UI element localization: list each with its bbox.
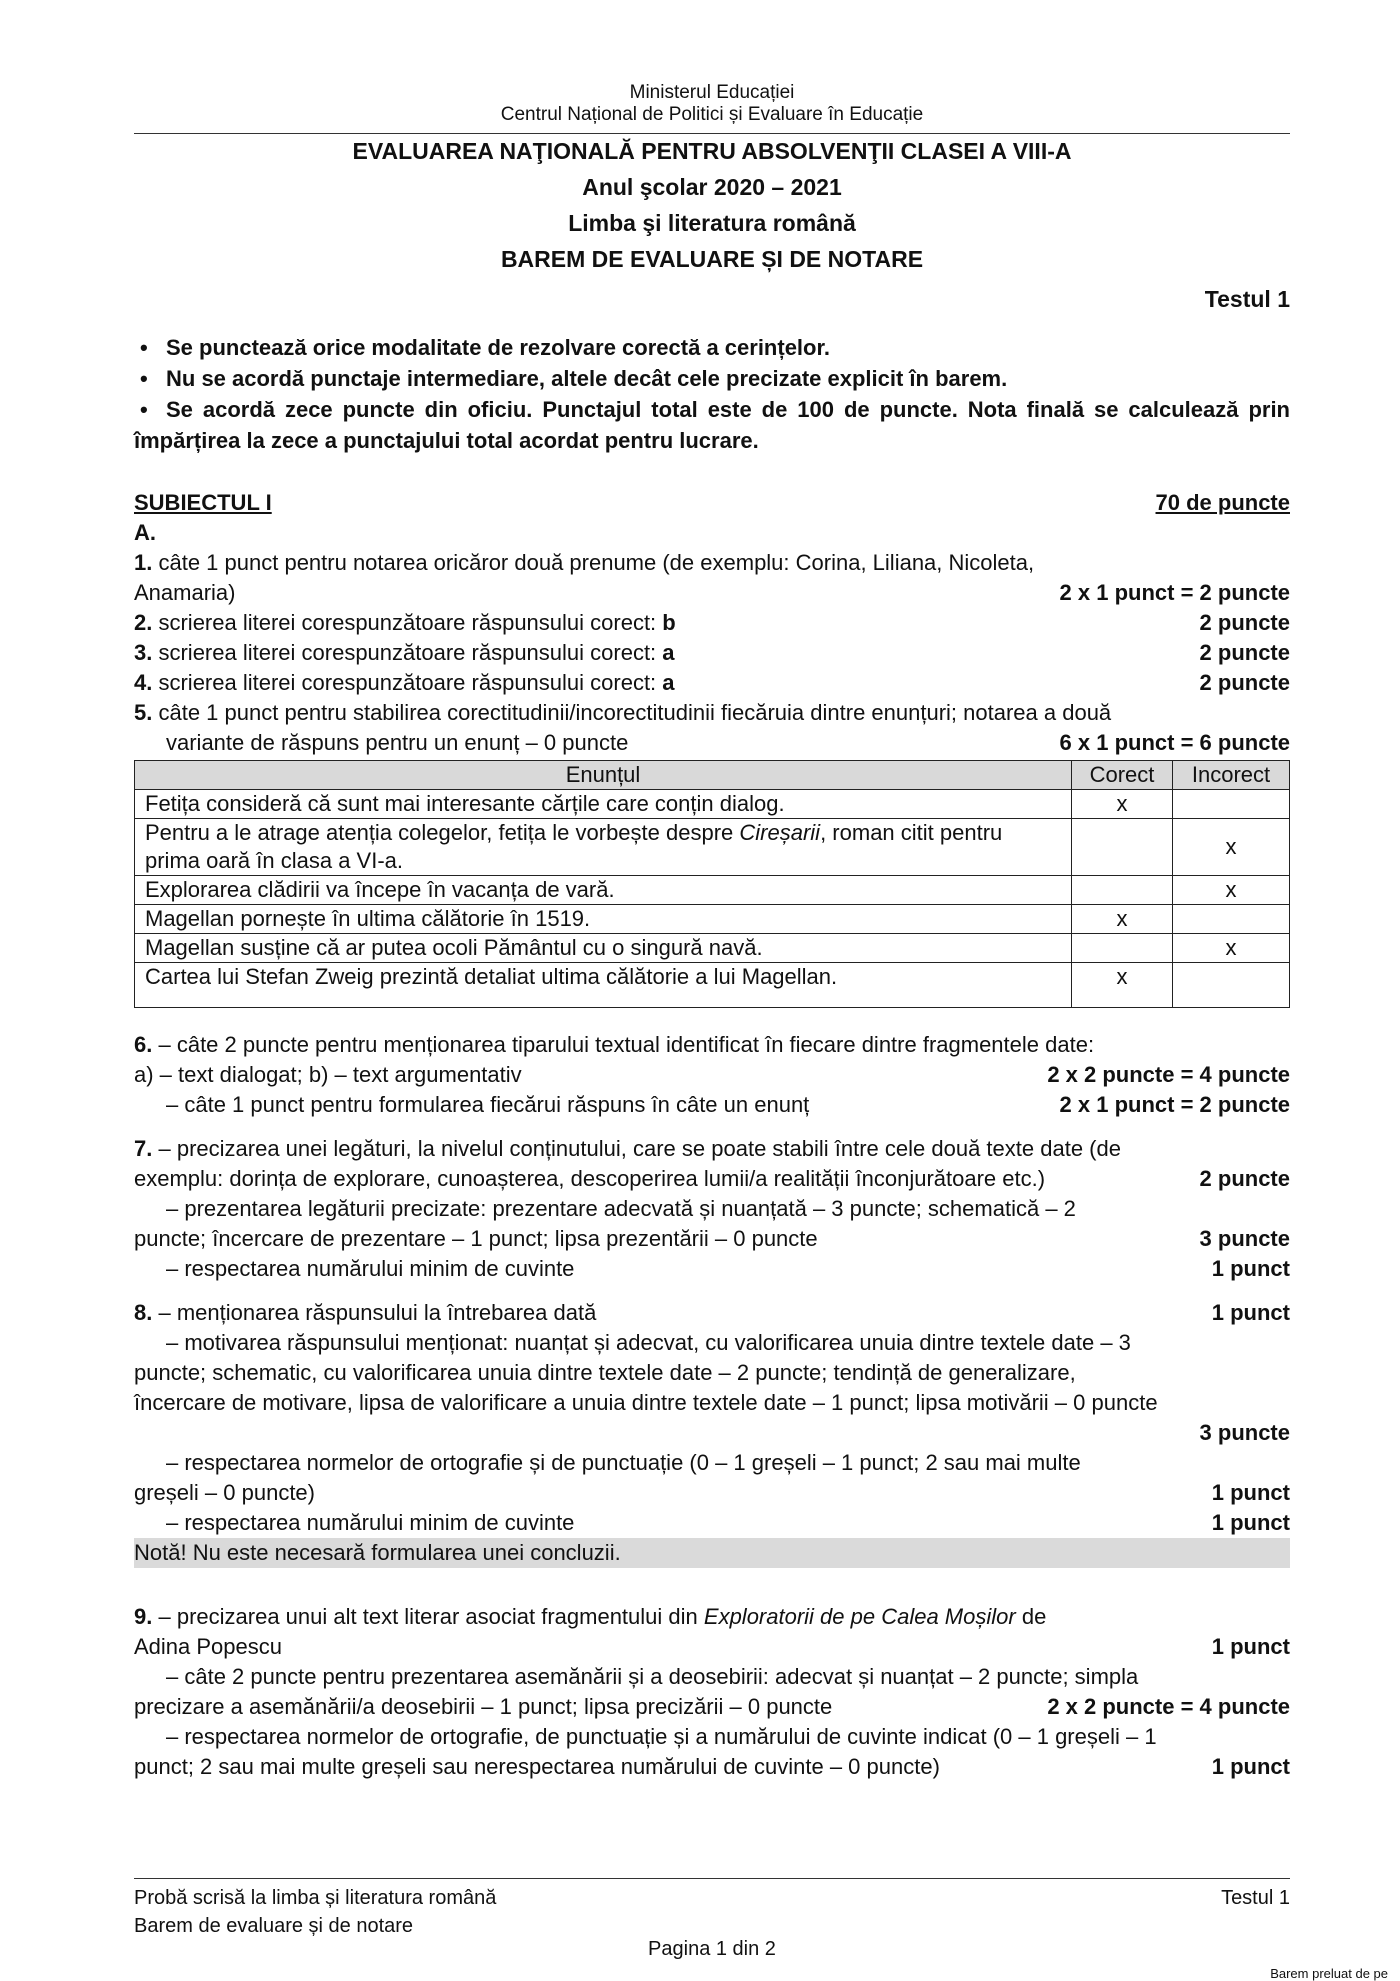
item-6: 6. – câte 2 puncte pentru menționarea tiparului textual identificat în fiecare dintre fragmentele date: xyxy=(134,1032,1095,1057)
subject-title: Limba şi literatura română xyxy=(568,210,856,236)
ministry-name: Ministerul Educației xyxy=(629,82,795,103)
bullet-icon: • xyxy=(140,366,148,391)
answer-table xyxy=(134,760,1290,1008)
item-1-score: 2 x 1 punct = 2 puncte xyxy=(1059,580,1290,605)
bullet-icon: • xyxy=(140,335,148,360)
item-4: 4. scrierea literei corespunzătoare răspunsului corect: a 2 puncte xyxy=(134,670,1290,695)
section-part: A. xyxy=(134,520,156,545)
section-points: 70 de puncte xyxy=(1155,490,1290,515)
table-row: Fetița consideră că sunt mai interesante cărțile care conțin dialog. x xyxy=(135,790,1290,819)
note-box: Notă! Nu este necesară formularea unei concluzii. xyxy=(134,1538,1290,1568)
item-8: 8. – menționarea răspunsului la întrebarea dată 1 punct xyxy=(134,1300,1290,1325)
rule-item: • Nu se acordă punctaje intermediare, altele decât cele precizate explicit în barem. xyxy=(134,363,1290,394)
header-divider xyxy=(134,133,1290,134)
header-institution xyxy=(134,82,1290,126)
page-footer xyxy=(134,1884,1290,1940)
item-1: 1. câte 1 punct pentru notarea oricăror două prenume (de exemplu: Corina, Liliana, Nicoleta, xyxy=(134,550,1035,575)
general-rules xyxy=(134,332,1290,456)
footer-test: Testul 1 xyxy=(1221,1887,1290,1909)
rule-item: • Se acordă zece puncte din oficiu. Punctajul total este de 100 de puncte. Nota finală se calculează prin împărțirea la zece a punctajului total acordat pentru lucrare. xyxy=(134,394,1290,456)
table-row: Explorarea clădirii va începe în vacanța de vară. x xyxy=(135,876,1290,905)
bullet-icon: • xyxy=(140,397,148,422)
item-5: 5. câte 1 punct pentru stabilirea corectitudinii/incorectitudinii fiecăruia dintre enunțuri; notarea a două xyxy=(134,700,1112,725)
item-2: 2. scrierea literei corespunzătoare răspunsului corect: b 2 puncte xyxy=(134,610,1290,635)
center-name: Centrul Național de Politici și Evaluare în Educație xyxy=(500,104,924,125)
rule-item: • Se punctează orice modalitate de rezolvare corectă a cerințelor. xyxy=(134,332,1290,363)
grading-content: SUBIECTUL I 70 de puncte A. 1. câte 1 punct pentru notarea oricăror două prenume (de exemplu: Corina, Liliana, Nicoleta, Anamaria) 2 x 1 punct = 2 puncte 2. scrierea literei corespunzătoare răspunsului corect: b 2 puncte 3. scrierea literei corespunzătoare răspunsului corect: a 2 puncte 4. scrierea literei corespunzătoare răspunsului corect: a 2 puncte 5. câte 1 punct pentru stabilirea corectitudinii/incorectitudinii fiecăruia dintre enunțuri; notarea a două variante de răspuns pentru un enunț – 0 puncte 6 x 1 punct = 6 puncte Enunțul Corect Incorect Fetița consideră că sunt mai interesante cărțile care conțin dialog. x Pentru a le atrage atenția colegelor, fetița le vorbește despre Cireșarii, roman citit pentru prima oară în clasa a VI-a. x Explorarea clădirii va începe în vacanța de vară. x Magellan pornește în ultima călătorie în 1519. x Magellan susține că ar putea ocoli Pământul cu o singură navă. x Cartea lui Stefan Zweig prezintă detaliat ultima călătorie a lui Magellan. x 6. – câte 2 puncte pentru menționarea tiparului textual identificat în fiecare dintre fragmentele date: a) – text dialogat; b) – text argumentativ 2 x 2 puncte = 4 puncte – câte 1 punct pentru formularea fiecărui răspuns în câte un enunț 2 x 1 punct = 2 puncte 7. – precizarea unei legături, la nivelul conținutului, care se poate stabili între cele două texte date (de exemplu: dorința de explorare, cunoașterea, descoperirea lumii/a realității înconjurătoare etc.) 2 puncte – prezentarea legăturii precizate: prezentare adecvată și nuanțată – 3 puncte; schematică – 2 puncte; încercare de prezentare – 1 punct; lipsa prezentării – 0 puncte 3 puncte – respectarea numărului minim de cuvinte 1 punct 8. – menționarea răspunsului la întrebarea dată 1 punct – motivarea răspunsului menționat: nuanțat și adecvat, cu valorificarea unuia dintre textele date – 3 puncte; schematic, cu valorificarea unuia dintre textele date – 2 puncte; tendință de generalizare, încercare de motivare, lipsa de valorificare a unuia dintre textele date – 1 punct; lipsa motivării – 0 puncte 3 puncte – respectarea normelor de ortografie și de punctuație (0 – 1 greșeli – 1 punct; 2 sau mai multe greșeli – 0 puncte) 1 punct – respectarea numărului minim de cuvinte 1 punct Notă! Nu este necesară formularea unei concluzii. 9. – precizarea unui alt text literar asociat fragmentului din Exploratorii de pe Calea Moșilor de Adina Popescu 1 punct – câte 2 puncte pentru prezentarea asemănării și a deosebirii: adecvat și nuanțat – 2 puncte; simpla precizare a asemănării/a deosebirii – 1 punct; lipsa precizării – 0 puncte 2 x 2 puncte = 4 puncte – respectarea normelor de ortografie, de punctuație și a numărului de cuvinte indicat (0 – 1 greșeli – 1 punct; 2 sau mai multe greșeli sau nerespectarea numărului de cuvinte – 0 puncte) 1 punct xyxy=(134,490,1290,1779)
footer-subject: Probă scrisă la limba și literatura română xyxy=(134,1887,497,1909)
section-header xyxy=(134,488,1290,518)
table-header-row: Enunțul Corect Incorect xyxy=(135,761,1290,790)
table-row: Cartea lui Stefan Zweig prezintă detaliat ultima călătorie a lui Magellan. x xyxy=(135,963,1290,1008)
section-name: SUBIECTUL I xyxy=(134,490,272,515)
footer-doc: Barem de evaluare și de notare xyxy=(134,1915,414,1937)
table-row: Pentru a le atrage atenția colegelor, fetița le vorbește despre Cireșarii, roman citit pentru prima oară în clasa a VI-a. x xyxy=(135,819,1290,876)
table-row: Magellan pornește în ultima călătorie în 1519. x xyxy=(135,905,1290,934)
school-year: Anul şcolar 2020 – 2021 xyxy=(582,174,842,200)
page-number: Pagina 1 din 2 xyxy=(648,1938,776,1960)
footer-divider xyxy=(134,1878,1290,1879)
item-5-score-row: variante de răspuns pentru un enunț – 0 puncte 6 x 1 punct = 6 puncte xyxy=(166,730,1290,755)
item-7: 7. – precizarea unei legături, la nivelul conținutului, care se poate stabili între cele două texte date (de xyxy=(134,1136,1121,1161)
table-row: Magellan susține că ar putea ocoli Pământul cu o singură navă. x xyxy=(135,934,1290,963)
item-1-score-row: Anamaria) 2 x 1 punct = 2 puncte xyxy=(134,578,1290,608)
item-3: 3. scrierea literei corespunzătoare răspunsului corect: a 2 puncte xyxy=(134,640,1290,665)
document-type: BAREM DE EVALUARE ȘI DE NOTARE xyxy=(500,246,924,272)
exam-title: EVALUAREA NAŢIONALĂ PENTRU ABSOLVENŢII CLASEI A VIII-A xyxy=(352,138,1072,164)
item-9: 9. – precizarea unui alt text literar asociat fragmentului din Exploratorii de pe Calea Moșilor de xyxy=(134,1604,1047,1629)
source-note: Barem preluat de pe xyxy=(1270,1966,1388,1981)
test-label: Testul 1 xyxy=(1204,286,1290,312)
